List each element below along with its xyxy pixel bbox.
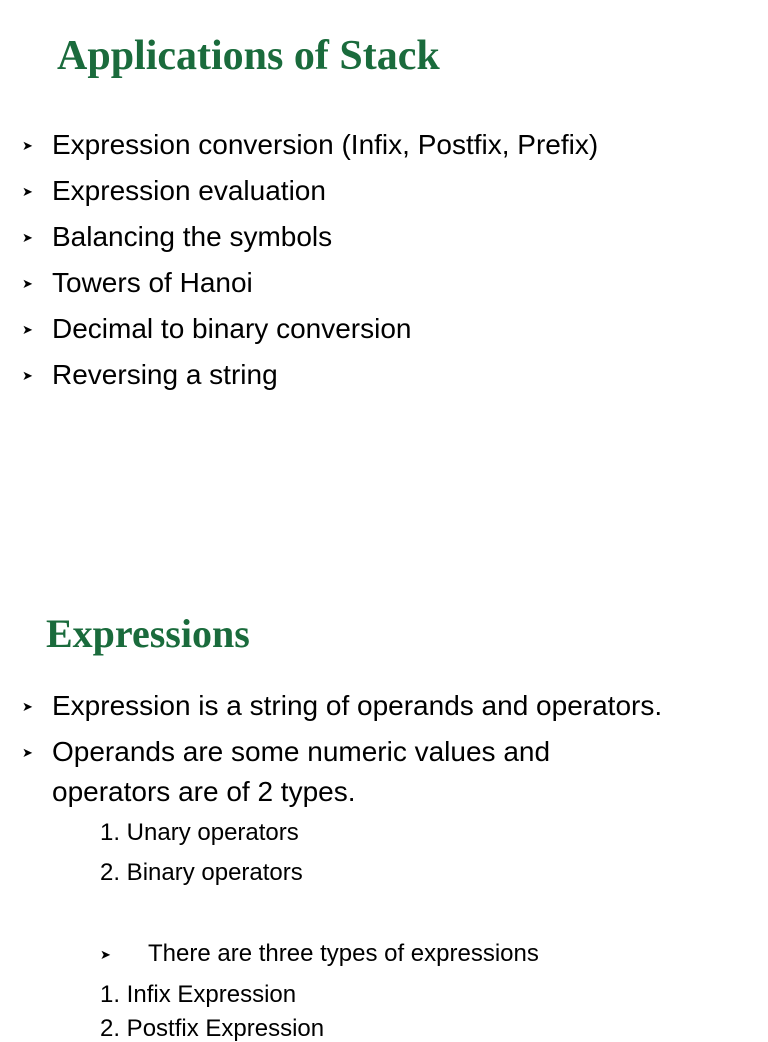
- arrow-bullet-icon: ➤: [22, 745, 33, 760]
- expression-type-item: 1. Infix Expression: [100, 981, 297, 1008]
- list-item: [22, 736, 551, 767]
- arrow-bullet-icon: ➤: [100, 947, 111, 962]
- arrow-bullet-icon: ➤: [22, 138, 33, 153]
- list-item-text: Decimal to binary conversion: [52, 313, 412, 344]
- operator-type-item: 1. Unary operators: [100, 819, 299, 846]
- expression-type-item: 2. Postfix Expression: [100, 1015, 325, 1042]
- expression-types-intro: There are three types of expressions: [148, 940, 539, 967]
- list-item-text: Reversing a string: [52, 359, 278, 390]
- arrow-bullet-icon: ➤: [22, 368, 33, 383]
- slide-title: Applications of Stack: [57, 33, 440, 79]
- arrow-bullet-icon: ➤: [22, 230, 33, 245]
- arrow-bullet-icon: ➤: [22, 699, 33, 714]
- operator-type-item: 2. Binary operators: [100, 859, 303, 886]
- list-item-text: Operands are some numeric values and: [52, 736, 551, 767]
- slide-title: Expressions: [46, 611, 250, 656]
- arrow-bullet-icon: ➤: [22, 276, 33, 291]
- list-item-continuation: [52, 778, 356, 806]
- list-item-text: operators are of 2 types.: [52, 776, 356, 807]
- list-item: [22, 690, 663, 721]
- list-item-text: Expression is a string of operands and operators.: [52, 690, 663, 721]
- list-item-text: Towers of Hanoi: [52, 267, 253, 298]
- arrow-bullet-icon: ➤: [22, 322, 33, 337]
- arrow-bullet-icon: ➤: [22, 184, 33, 199]
- list-item-text: Expression evaluation: [52, 175, 326, 206]
- list-item-text: Expression conversion (Infix, Postfix, Prefix): [52, 129, 599, 160]
- list-item-text: Balancing the symbols: [52, 221, 333, 252]
